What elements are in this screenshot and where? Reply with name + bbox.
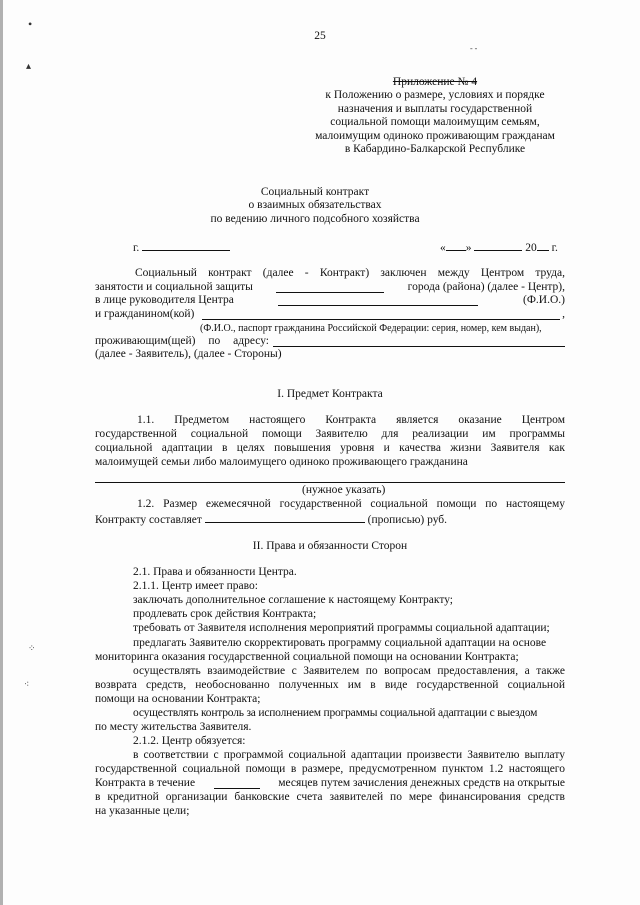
intro-text: , xyxy=(562,308,565,320)
date-field xyxy=(440,240,558,255)
director-name-blank xyxy=(278,295,478,306)
months-blank xyxy=(214,778,260,789)
rights-item: предлагать Заявителю скорректировать программу социальной адаптации на основе xyxy=(133,637,547,649)
rights-item: продлевать срок действия Контракта; xyxy=(133,608,317,620)
rights-item: возврата средств, необоснованно полученных им в виде государственной социальной xyxy=(95,679,565,691)
section1-line: 1.2. Размер ежемесячной государственной социальной помощи по настоящему xyxy=(137,498,565,510)
rights-item: мониторинга оказания государственной социальной помощи на основании Контракта; xyxy=(95,651,519,663)
scan-speck: - - xyxy=(470,44,478,53)
scan-speck: • xyxy=(28,17,33,31)
city-district-blank xyxy=(276,282,384,293)
obligation-item: государственной социальной помощи в размере, предусмотренном пунктом 1.2 настоящего xyxy=(95,763,565,775)
appendix-block xyxy=(300,76,570,156)
scan-edge-shadow xyxy=(0,0,3,905)
page-number: 25 xyxy=(314,30,326,42)
amount-blank xyxy=(205,512,365,523)
day-blank xyxy=(446,240,466,251)
section2-line: 2.1.2. Центр обязуется: xyxy=(133,735,246,747)
appendix-line: социальной помощи малоимущим семьям, xyxy=(330,116,540,129)
rights-item: по месту жительства Заявителя. xyxy=(95,721,252,733)
section1-line: государственной социальной помощи Заявителю для реализации им программы xyxy=(95,428,565,440)
scan-speck: ▴ xyxy=(26,61,32,72)
intro-line xyxy=(95,281,565,294)
section1-text: Контракту составляет xyxy=(95,514,202,526)
intro-line: Социальный контракт (далее - Контракт) заключен между Центром труда, xyxy=(135,267,565,279)
intro-text: занятости и социальной защиты xyxy=(95,281,253,293)
intro-line xyxy=(95,308,565,321)
title-line: о взаимных обязательствах xyxy=(248,199,382,212)
date-open-quote: « xyxy=(440,242,446,254)
obligation-item: в кредитной организации банковские счета заявителей по мере финансирования средств xyxy=(95,791,565,803)
section2-line: 2.1. Права и обязанности Центра. xyxy=(133,566,297,578)
intro-line xyxy=(95,294,565,307)
obligation-text: Контракта в течение xyxy=(95,777,196,789)
city-blank xyxy=(142,240,230,251)
intro-line xyxy=(95,335,565,348)
city-field xyxy=(133,240,230,255)
section2-line: 2.1.1. Центр имеет право: xyxy=(133,580,258,592)
appendix-line: в Кабардино-Балкарской Республике xyxy=(344,143,526,156)
obligation-item xyxy=(95,777,565,790)
rights-item: требовать от Заявителя исполнения мероприятий программы социальной адаптации; xyxy=(133,622,550,634)
appendix-title: Приложение № 4 xyxy=(392,76,478,88)
appendix-line: к Положению о размере, условиях и порядке xyxy=(325,89,545,102)
section1-line: 1.1. Предметом настоящего Контракта является оказание Центром xyxy=(137,414,565,426)
section-heading: I. Предмет Контракта xyxy=(277,388,383,400)
section-heading: II. Права и обязанности Сторон xyxy=(252,540,408,552)
section1-text: (прописью) руб. xyxy=(367,514,448,526)
obligation-text: месяцев путем зачисления денежных средств на открытые xyxy=(278,777,565,789)
city-prefix: г. xyxy=(133,242,140,254)
date-close-quote: » xyxy=(465,242,472,254)
year-prefix: 20 xyxy=(525,242,537,254)
specify-blank xyxy=(95,482,565,483)
section1-line xyxy=(95,512,447,527)
rights-item: заключать дополнительное соглашение к настоящему Контракту; xyxy=(133,594,453,606)
appendix-line: малоимущим одиноко проживающим гражданам xyxy=(315,129,555,142)
section1-line: малоимущей семьи либо малоимущего одиноко проживающего гражданина xyxy=(95,456,468,468)
rights-item: осуществлять контроль за исполнением программы социальной адаптации с выездом xyxy=(133,707,538,719)
intro-text: проживающим(щей) по адресу: xyxy=(95,335,269,347)
obligation-item: на указанные цели; xyxy=(95,805,190,817)
intro-text: в лице руководителя Центра xyxy=(95,294,234,306)
scan-speck: ⁘ xyxy=(28,643,36,653)
year-blank xyxy=(537,240,549,251)
document-title xyxy=(150,186,480,226)
citizen-name-blank xyxy=(202,309,560,320)
passport-hint: (Ф.И.О., паспорт гражданина Российской Федерации: серия, номер, кем выдан), xyxy=(200,323,542,334)
rights-item: осуществлять взаимодействие с Заявителем по вопросам предоставления, а также xyxy=(133,665,565,677)
title-line: по ведению личного подсобного хозяйства xyxy=(210,212,420,225)
appendix-line: назначения и выплаты государственной xyxy=(337,102,533,115)
rights-item: помощи на основании Контракта; xyxy=(95,693,261,705)
obligation-item: в соответствии с программой социальной адаптации произвести Заявителю выплату xyxy=(133,749,565,761)
intro-text: города (района) (далее - Центр), xyxy=(407,281,565,293)
year-suffix: г. xyxy=(551,242,558,254)
address-blank xyxy=(273,336,565,347)
title-line: Социальный контракт xyxy=(260,186,370,198)
month-blank xyxy=(474,240,522,251)
intro-line: (далее - Заявитель), (далее - Стороны) xyxy=(95,348,282,360)
scan-speck: ⁖ xyxy=(24,679,30,689)
specify-hint: (нужное указать) xyxy=(302,484,386,496)
section1-line: социальной адаптации в целях повышения уровня и качества жизни Заявителя как xyxy=(95,442,565,454)
intro-text: и гражданином(кой) xyxy=(95,308,195,320)
intro-text: (Ф.И.О.) xyxy=(523,294,565,306)
